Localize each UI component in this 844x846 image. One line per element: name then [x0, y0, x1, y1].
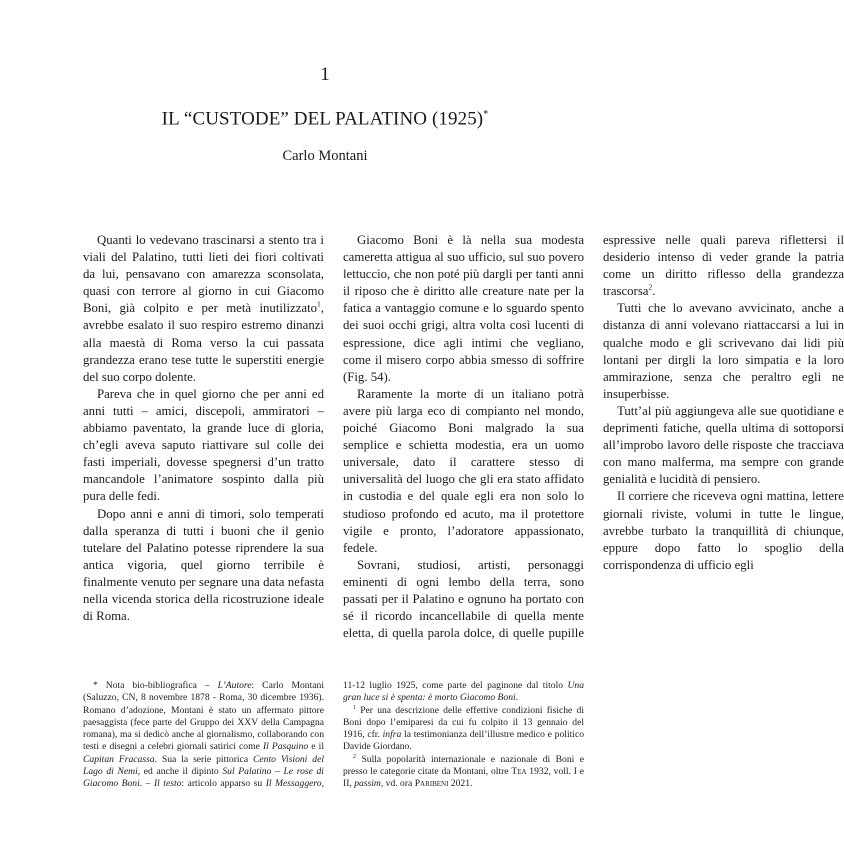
paragraph: Tutti che lo avevano avvicinato, anche a distanza di anni volevano riattaccarsi a lui in qualche modo e gli scrivevano dai lidi più lontani per dirgli la loro simpatia e la loro ammirazione, senza che peraltro egli ne insuperbisse. [603, 301, 844, 401]
paragraph: Pareva che in quel giorno che per anni ed anni tutti – amici, discepoli, ammiratori – abbiamo paventato, la grande luce di gloria, ch’egli aveva saputo riattivare sul colle dei fasti imperiali, dovesse spegnersi d’un tratto mancandole l’animatore sospinto dalla più pura delle fedi. [83, 386, 324, 504]
footnote-ref: 2 [648, 283, 653, 293]
footnotes [83, 680, 584, 800]
paragraph: Giacomo Boni è là nella sua modesta cameretta attigua al suo ufficio, sul suo povero lettuccio, che non poté più dargli per tanti anni il riposo che è diritto alle creature nate per la fatica a vantaggio comune e lo sguardo spento dei suoi occhi grigi, altra volta così lucenti di espressione, dice agli intimi che vegliano, come il misero corpo abbia smesso di soffrire (Fig. 54). [343, 233, 584, 384]
footnote-1: $^1$ Per una descrizione delle effettive condizioni fisiche di Boni dopo l’emiparesi da cui fu colpito il 13 gennaio del 1916, cfr. infra la testimonianza dell’illustre medico e politico Davide Giordano. [343, 704, 584, 753]
chapter-number: 1 [320, 64, 330, 85]
footnote-2: $^2$ Sulla popolarità internazionale e nazionale di Boni e presso le categorie citate da Montani, oltre Tea 1932, voll. I e II, passim, vd. ora Paribeni 2021. [343, 753, 584, 790]
paragraph: Sovrani, studiosi, artisti, personaggi eminenti di ogni lembo della terra, sono passati per il Palatino e ognuno ha portato con sé il ricordo incancellabile di quella mente eletta, di quella parola dolce, di quelle pupille espressive nelle quali pareva riflettersi il desiderio intenso di veder grande la patria come un diritto riflesso della grandezza trascorsa$^2$. [343, 233, 844, 641]
paragraph: Quanti lo vedevano trascinarsi a stento tra i viali del Palatino, tutti lieti dei fiori coltivati da lui, pensavano con amarezza sconsolata, quasi con terrore al giorno in cui Giacomo Boni, già colpito e per metà inutilizzato$^1$, avrebbe esalato il suo respiro estremo dinanzi alla maestà di Roma verso la cui passata grandezza erano tese tutte le superstiti energie del suo corpo dolente. [83, 233, 324, 384]
paragraph: Raramente la morte di un italiano potrà avere più larga eco di compianto nel mondo, poiché Giacomo Boni malgrado la sua semplice e schietta modestia, era un uomo universale, dato il carattere stesso di universalità del luogo che gli era stato affidato in custodia e del quale egli era non solo lo studioso profondo ed acuto, ma il protettore vigile e pronto, l’adoratore appassionato, fedele. [343, 386, 584, 555]
body-text [83, 232, 844, 644]
footnote-star: * Nota bio-bibliografica – L’Autore: Carlo Montani (Saluzzo, CN, 8 novembre 1878 - Roma, 30 dicembre 1936). Romano d’adozione, Montani è stato un affermato pittore paesaggista (fece parte del Gruppo dei XXV della Campagna romana), ma si dedicò anche al giornalismo, collaborando con testi e disegni a celebri giornali satirici come Il Pasquino e il Capitan Fracassa. Sua la serie pittorica Cento Visioni del Lago di Nemi, ed anche il dipinto Sul Palatino – Le rose di Giacomo Boni. – Il testo: articolo apparso su Il Messaggero, 11-12 luglio 1925, come parte del paginone dal titolo Una gran luce si è spenta: è morto Giacomo Boni. [83, 680, 584, 790]
chapter-title [0, 103, 650, 131]
footnote-ref: 1 [317, 300, 321, 310]
title-footnote-marker: * [483, 109, 489, 120]
paragraph: Tutt’al più aggiungeva alle sue quotidiane e deprimenti fatiche, quella ultima di sottoporsi all’improbo lavoro delle risposte che tracciava con mano malferma, ma sempre con grande genialità e lucidità di pensiero. [603, 403, 844, 487]
author-name: Carlo Montani [282, 148, 368, 164]
paragraph: Il corriere che riceveva ogni mattina, lettere giornali riviste, volumi in tutte le lingue, avrebbe turbato la tranquillità di chiunque, eppure dopo fatto lo spoglio della corrispondenza di ufficio egli [603, 489, 844, 572]
chapter-title-text: IL “CUSTODE” DEL PALATINO (1925) [161, 108, 484, 130]
paragraph: Dopo anni e anni di timori, solo temperati dalla speranza di tutti i buoni che il genio tutelare del Palatino potesse riprendere la sua antica vigoria, quel giorno terribile è finalmente venuto per segnare una data nefasta nella vicenda storica della ricostruzione ideale di Roma. [83, 506, 324, 624]
